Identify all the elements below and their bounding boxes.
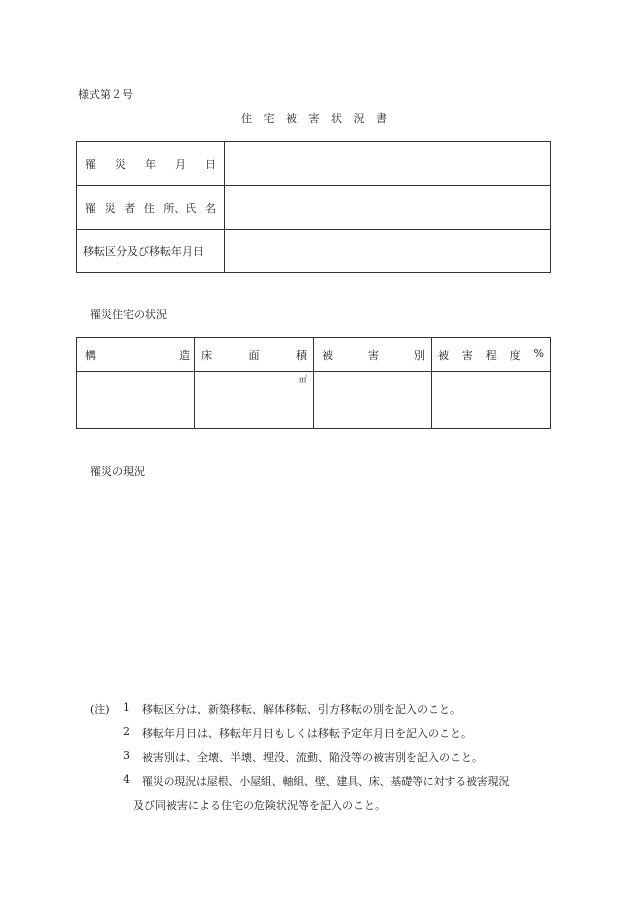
label-relocation-type-date (77, 230, 225, 273)
house-status-table (76, 337, 551, 429)
current-status-heading: 罹災の現況 (90, 465, 145, 478)
field-victim-address-name[interactable] (225, 186, 551, 230)
header-damage-type (314, 338, 432, 372)
note-number: 4 (123, 773, 130, 786)
note-text: 移転区分は、新築移転、解体移転、引方移転の別を記入のこと。 (142, 703, 461, 716)
note-text: 移転年月日は、移転年月日もしくは移転予定年月日を記入のこと。 (142, 727, 472, 740)
header-damage-type-text: 被 害 別 (322, 348, 425, 362)
cell-damage-type[interactable] (314, 372, 432, 429)
label-disaster-date-text: 罹 災 年 月 日 (85, 157, 216, 171)
cell-damage-degree[interactable] (432, 372, 551, 429)
label-victim-address-name (77, 186, 225, 230)
header-damage-degree (432, 338, 551, 372)
header-floor-area-text: 床 面 積 (201, 348, 307, 362)
header-damage-degree-text: 被 害 程 度 % (438, 346, 544, 362)
notes-prefix: (注) (90, 703, 110, 716)
note-number: 3 (123, 749, 130, 762)
label-disaster-date (77, 142, 225, 186)
header-structure (77, 338, 195, 372)
field-relocation-type-date[interactable] (225, 230, 551, 273)
note-text-continuation: 及び同被害による住宅の危険状況等を記入のこと。 (133, 799, 386, 812)
page-title: 住 宅 被 害 状 況 書 (241, 112, 389, 125)
label-victim-address-name-text: 罹 災 者 住 所、氏 名 (85, 201, 216, 215)
house-status-heading: 罹災住宅の状況 (90, 308, 167, 321)
note-number: 2 (123, 725, 130, 738)
header-floor-area (195, 338, 314, 372)
note-number: 1 (123, 701, 130, 714)
form-number: 様式第２号 (78, 88, 133, 101)
field-disaster-date[interactable] (225, 142, 551, 186)
header-structure-text: 構 造 (85, 348, 190, 362)
cell-structure[interactable] (77, 372, 195, 429)
label-relocation-type-date-text: 移転区分及び移転年月日 (83, 245, 204, 258)
note-text: 罹災の現況は屋根、小屋組、軸組、壁、建具、床、基礎等に対する被害現況 (142, 775, 510, 788)
info-table (76, 141, 551, 273)
current-status-area[interactable] (76, 485, 550, 685)
cell-floor-area[interactable] (195, 372, 314, 429)
area-unit: ㎡ (299, 375, 307, 384)
note-text: 被害別は、全壊、半壊、埋没、流動、陥没等の被害別を記入のこと。 (142, 751, 483, 764)
